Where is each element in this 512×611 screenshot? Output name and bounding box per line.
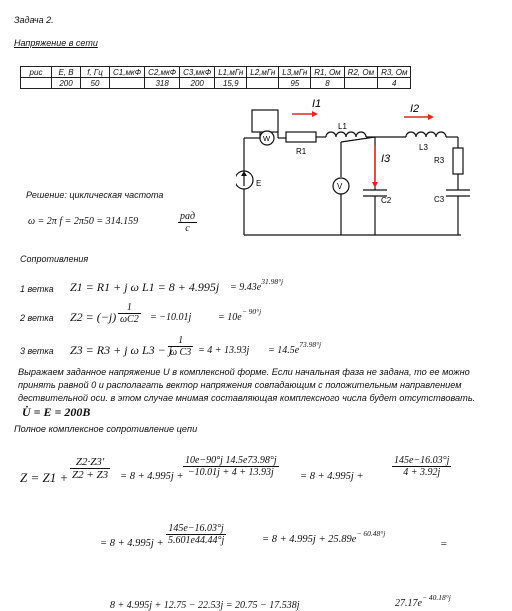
- table-header-cell: L3,мГн: [279, 67, 311, 78]
- omega-unit-den: с: [178, 222, 197, 234]
- total-1-frac1-num: Z2·Z3': [70, 456, 110, 469]
- total-2-eq3: =: [440, 538, 448, 550]
- table-cell: 4: [378, 78, 411, 89]
- table-header-cell: C3,мкФ: [180, 67, 215, 78]
- table-cell: 50: [81, 78, 110, 89]
- table-cell: 8: [311, 78, 344, 89]
- total-1-frac2-num: 10e−90°j 14.5e73.98°j: [185, 455, 277, 466]
- c2-label: C2: [381, 196, 392, 205]
- bottom-cut-right-base: 27.17e: [395, 598, 422, 609]
- total-2-frac-num: 145e−16.03°j: [166, 523, 226, 535]
- paragraph-line: Выражаем заданное напряжение U в комплексной форме. Если начальная фаза не задана, то ее можно: [18, 367, 470, 377]
- voltmeter-label: V: [337, 182, 343, 191]
- table-header-cell: R3, Ом: [378, 67, 411, 78]
- table-cell: 200: [180, 78, 215, 89]
- branch-2-result-exp: − 90°j: [241, 307, 262, 316]
- source-label: E: [256, 179, 262, 188]
- table-header-row: [21, 67, 411, 78]
- branch-1-label: 1 ветка: [20, 284, 54, 294]
- task-title: Задача 2.: [14, 15, 54, 25]
- branch-2-lhs: Z2 = (−j): [70, 310, 117, 324]
- branch-3-fraction: [168, 335, 193, 358]
- c3-label: C3: [434, 195, 445, 204]
- branch-3-label: 3 ветка: [20, 346, 54, 356]
- omega-unit-num: рад: [180, 211, 196, 222]
- total-1-eq1: = 8 + 4.995j +: [120, 471, 184, 482]
- total-1-frac2-den: −10.01j + 4 + 13.93j: [187, 467, 274, 478]
- branch-2-fraction: [118, 302, 141, 325]
- current-i2-label: I2: [410, 103, 420, 115]
- table-cell: [110, 78, 145, 89]
- paragraph-line: принять равной 0 и располагать вектор напряжения совпадающим с положительным направлением: [18, 380, 462, 390]
- table-header-cell: C2,мкФ: [145, 67, 180, 78]
- table-header-cell: L2,мГн: [247, 67, 279, 78]
- table-header-cell: C1,мкФ: [110, 67, 145, 78]
- total-1-frac1-den: Z2 + Z3: [72, 469, 109, 481]
- branch-1-expr: Z1 = R1 + j ω L1 = 8 + 4.995j: [70, 280, 220, 294]
- total-2-eq2-base: = 8 + 4.995j + 25.89e: [262, 534, 357, 545]
- circuit-diagram: [236, 92, 476, 242]
- branch-2-label: 2 ветка: [20, 313, 54, 323]
- branch-3-lhs: Z3 = R3 + j ω L3 − j: [70, 343, 173, 357]
- parameters-table: [20, 66, 411, 89]
- branch-1-result-base: = 9.43e: [230, 282, 262, 293]
- l3-label: L3: [419, 143, 428, 152]
- table-cell: 318: [145, 78, 180, 89]
- bottom-cut-right-exp: − 40.18°j: [421, 593, 451, 602]
- total-1-frac1: [70, 456, 110, 481]
- omega-formula: ω = 2π f = 2π50 = 314.159: [28, 216, 139, 227]
- table-header-cell: L1,мГн: [215, 67, 247, 78]
- branch-2-frac-den: ωC2: [120, 314, 139, 325]
- table-header-cell: рис: [21, 67, 52, 78]
- current-i3-label: I3: [381, 153, 391, 165]
- table-cell: 15,9: [215, 78, 247, 89]
- table-cell: 200: [52, 78, 81, 89]
- table-cell: [21, 78, 52, 89]
- paragraph-line: дествительной оси. в этом случае мнимая составляющая комплексного числа будет отсутствовать.: [18, 393, 476, 403]
- total-1-frac2: [183, 455, 279, 478]
- branch-2-frac-num: 1: [118, 302, 141, 314]
- total-2-eq1: = 8 + 4.995j +: [100, 538, 164, 549]
- r1-label: R1: [296, 147, 307, 156]
- bottom-cut-left: 8 + 4.995j + 12.75 − 22.53j = 20.75 − 17.538j: [110, 600, 300, 611]
- l1-label: L1: [338, 122, 347, 131]
- total-1-frac3-den: 4 + 3.92j: [403, 467, 441, 478]
- branch-3-mid: = 4 + 13.93j: [198, 345, 250, 356]
- table-header-cell: R1, Ом: [311, 67, 344, 78]
- branch-2-result-base: = 10e: [218, 312, 242, 323]
- branch-3-result-base: = 14.5e: [268, 345, 300, 356]
- table-header-cell: f, Гц: [81, 67, 110, 78]
- branch-2-mid: = −10.01j: [150, 312, 192, 323]
- total-1-lhs: Z = Z1 +: [20, 470, 69, 485]
- r3-label: R3: [434, 156, 445, 165]
- total-2-frac: [166, 523, 226, 546]
- omega-unit: [178, 211, 197, 234]
- table-header-cell: R2, Ом: [344, 67, 377, 78]
- table-value-row: [21, 78, 411, 89]
- branch-3-result-exp: 73.98°j: [299, 340, 322, 349]
- table-cell: 95: [279, 78, 311, 89]
- total-heading: Полное комплексное сопротивление цепи: [14, 424, 198, 434]
- branch-3-frac-num: 1: [168, 335, 193, 347]
- branch-1-result-exp: 31.98°j: [261, 277, 284, 286]
- solution-label: Решение: циклическая частота: [26, 190, 164, 200]
- table-cell: [344, 78, 377, 89]
- voltage-heading: Напряжение в сети: [14, 38, 98, 48]
- voltage-complex: U̇ = E = 200B: [22, 405, 91, 419]
- total-2-eq2-exp: − 60.48°j: [356, 529, 386, 538]
- total-1-frac3: [392, 455, 451, 478]
- table-cell: [247, 78, 279, 89]
- total-1-frac3-num: 145e−16.03°j: [394, 455, 450, 466]
- table-header-cell: E, B: [52, 67, 81, 78]
- resistances-heading: Сопротивления: [20, 254, 89, 264]
- branch-3-frac-den: ω C3: [170, 347, 192, 358]
- total-1-eq2: = 8 + 4.995j +: [300, 471, 364, 482]
- current-i1-label: I1: [312, 98, 322, 110]
- wattmeter-label: W: [263, 134, 271, 143]
- total-2-frac-den: 5.601e44.44°j: [168, 535, 225, 546]
